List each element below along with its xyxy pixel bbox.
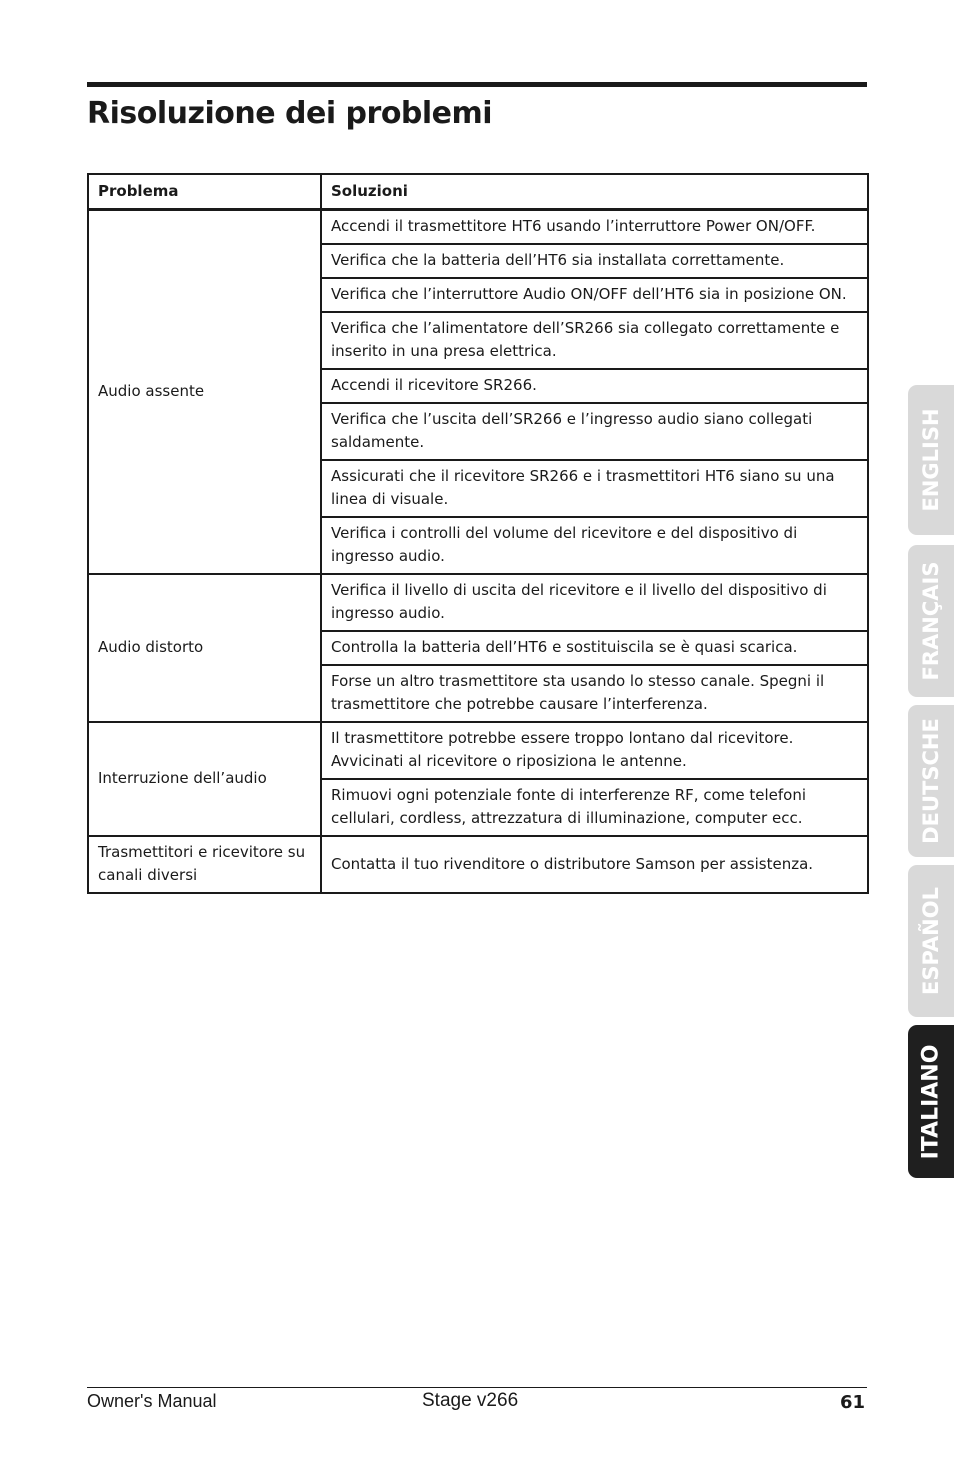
problem-cell: Trasmettitori e ricevitore su canali diversi [88, 836, 321, 893]
solution-cell: Rimuovi ogni potenziale fonte di interferenze RF, come telefoni cellulari, cordless, attrezzatura di illuminazione, computer ecc. [321, 779, 868, 836]
solution-cell: Contatta il tuo rivenditore o distributore Samson per assistenza. [321, 836, 868, 893]
tab-english[interactable] [908, 385, 954, 535]
tab-espanol[interactable] [908, 865, 954, 1017]
solution-cell: Accendi il trasmettitore HT6 usando l’interruttore Power ON/OFF. [321, 210, 868, 245]
tab-francais[interactable] [908, 545, 954, 697]
table-row [88, 722, 868, 779]
problem-cell: Audio distorto [88, 574, 321, 722]
top-rule [87, 82, 867, 87]
solution-cell: Verifica che l’interruttore Audio ON/OFF dell’HT6 sia in posizione ON. [321, 278, 868, 312]
solution-cell: Assicurati che il ricevitore SR266 e i trasmettitori HT6 siano su una linea di visuale. [321, 460, 868, 517]
problem-cell: Interruzione dell’audio [88, 722, 321, 836]
footer-rule [87, 1387, 867, 1388]
solution-cell: Verifica che la batteria dell’HT6 sia installata correttamente. [321, 244, 868, 278]
tab-label: FRANÇAIS [919, 561, 943, 681]
solution-cell: Verifica i controlli del volume del ricevitore e del dispositivo di ingresso audio. [321, 517, 868, 574]
tab-label: ITALIANO [918, 1044, 944, 1159]
tab-italiano[interactable] [908, 1025, 954, 1178]
page-title: Risoluzione dei problemi [87, 96, 493, 131]
tab-label: ENGLISH [919, 408, 943, 512]
tab-deutsche[interactable] [908, 705, 954, 857]
solution-cell: Verifica che l’uscita dell’SR266 e l’ingresso audio siano collegati saldamente. [321, 403, 868, 460]
footer-manual-label: Owner's Manual [87, 1391, 217, 1411]
header-problem: Problema [88, 174, 321, 210]
solution-cell: Accendi il ricevitore SR266. [321, 369, 868, 403]
footer-product-name: Stage v266 [422, 1390, 519, 1411]
tab-label: ESPAÑOL [919, 887, 943, 995]
header-solutions: Soluzioni [321, 174, 868, 210]
solution-cell: Controlla la batteria dell’HT6 e sostituiscila se è quasi scarica. [321, 631, 868, 665]
solution-cell: Verifica il livello di uscita del ricevitore e il livello del dispositivo di ingresso audio. [321, 574, 868, 631]
troubleshooting-table [87, 173, 869, 894]
problem-cell: Audio assente [88, 210, 321, 575]
tab-label: DEUTSCHE [919, 718, 943, 844]
table-row [88, 210, 868, 245]
solution-cell: Verifica che l’alimentatore dell’SR266 sia collegato correttamente e inserito in una presa elettrica. [321, 312, 868, 369]
table-header-row [88, 174, 868, 210]
solution-cell: Il trasmettitore potrebbe essere troppo lontano dal ricevitore. Avvicinati al ricevitore o riposiziona le antenne. [321, 722, 868, 779]
table-row [88, 836, 868, 893]
page-number: 61 [839, 1392, 865, 1413]
table-row [88, 574, 868, 631]
solution-cell: Forse un altro trasmettitore sta usando lo stesso canale. Spegni il trasmettitore che potrebbe causare l’interferenza. [321, 665, 868, 722]
